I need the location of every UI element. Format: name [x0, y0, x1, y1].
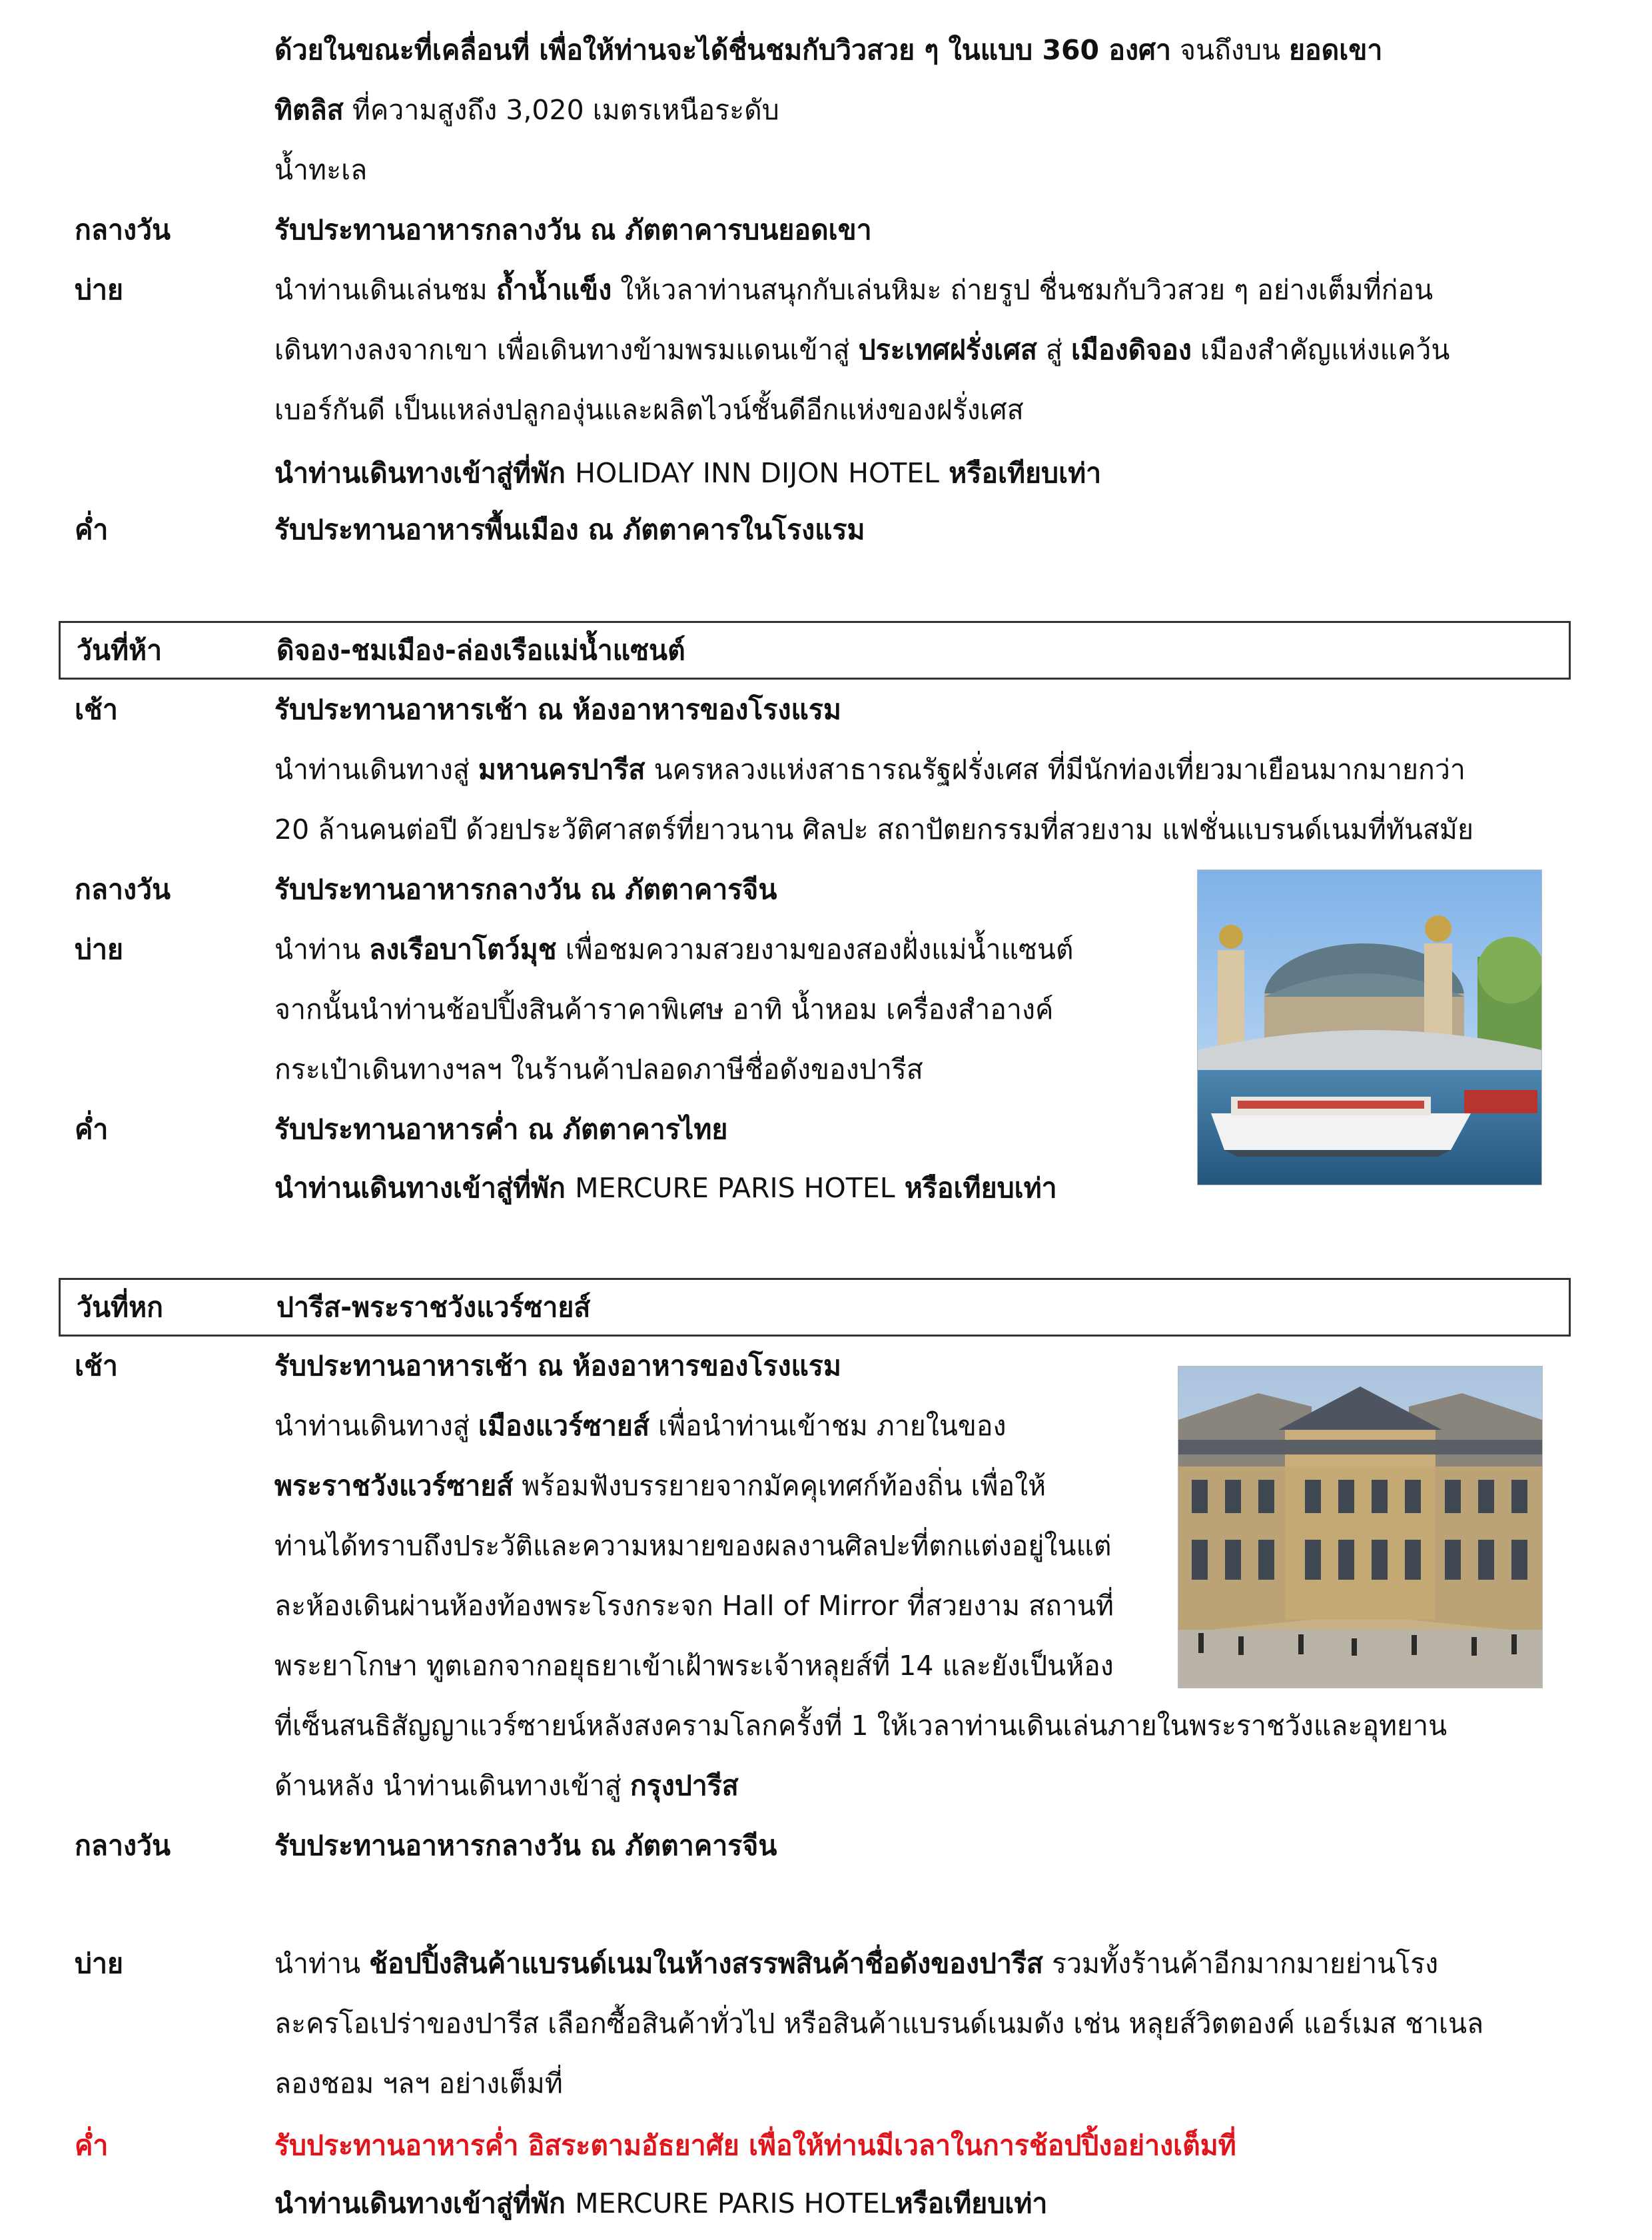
bold-text: ประเทศฝรั่งเศส [858, 334, 1037, 366]
time-label: เช้า [75, 1350, 118, 1382]
paragraph-line: น้ำทะเล [274, 154, 368, 186]
paragraph-line [274, 2173, 1047, 2233]
seine-boat-photo [1197, 869, 1542, 1185]
paragraph-line [274, 919, 1074, 979]
time-label: ค่ำ [75, 514, 109, 546]
plain-text: เมืองสำคัญแห่งแคว้น [1191, 334, 1450, 366]
bold-text: ถ้ำน้ำแข็ง [496, 274, 612, 306]
bold-text: หรือเทียบเท่า [939, 457, 1102, 489]
schedule-row-lunch [0, 1816, 1652, 1876]
schedule-row-morning [0, 680, 1652, 740]
meal-text: รับประทานอาหารค่ำ อิสระตามอัธยาศัย เพื่อให้ท่านมีเวลาในการช้อปปิ้งอย่างเต็มที่ [274, 2129, 1236, 2161]
plain-text: รวมทั้งร้านค้าอีกมากมายย่านโรง [1042, 1948, 1439, 1979]
paragraph-line: พระยาโกษา ทูตเอกจากอยุธยาเข้าเฝ้าพระเจ้าหลุยส์ที่ 14 และยังเป็นห้อง [274, 1650, 1114, 1682]
palace-illustration [1178, 1367, 1542, 1688]
schedule-row-afternoon [0, 1934, 1652, 1993]
day-title: ปารีส-พระราชวังแวร์ซายส์ [276, 1291, 591, 1323]
time-label: ค่ำ [75, 2129, 109, 2161]
paragraph-line: ท่านได้ทราบถึงประวัติและความหมายของผลงานศิลปะที่ตกแต่งอยู่ในแต่ [274, 1530, 1112, 1562]
text-line [0, 320, 1652, 380]
plain-text: ที่ความสูงถึง 3,020 เมตรเหนือระดับ [343, 94, 779, 126]
day-header-box [59, 1278, 1571, 1337]
paragraph-line [274, 260, 1433, 320]
paragraph-line: ที่เซ็นสนธิสัญญาแวร์ซายน์หลังสงครามโลกครั้งที่ 1 ให้เวลาท่านเดินเล่นภายในพระราชวังและอุทยาน [274, 1710, 1447, 1742]
bold-text: นำท่านเดินทางเข้าสู่ที่พัก [274, 457, 576, 489]
hotel-name: MERCURE PARIS HOTEL [575, 1172, 895, 1204]
paragraph-line [274, 740, 1465, 800]
paragraph-line: จากนั้นนำท่านช้อปปิ้งสินค้าราคาพิเศษ อาทิ น้ำหอม เครื่องสำอางค์ [274, 993, 1054, 1025]
time-label: ค่ำ [75, 1113, 109, 1145]
bold-text: ลงเรือบาโตว์มุช [369, 933, 557, 965]
paragraph-line: ละครโอเปร่าของปารีส เลือกซื้อสินค้าทั่วไป หรือสินค้าแบรนด์เนมดัง เช่น หลุยส์วิตตองค์ แอร์เมส ชาเนล [274, 2007, 1484, 2039]
plain-text: ให้เวลาท่านสนุกกับเล่นหิมะ ถ่ายรูป ชื่นชมกับวิวสวย ๆ อย่างเต็มที่ก่อน [612, 274, 1434, 306]
meal-text: รับประทานอาหารค่ำ ณ ภัตตาคารไทย [274, 1113, 728, 1145]
paragraph-line: กระเป๋าเดินทางฯลฯ ในร้านค้าปลอดภาษีชื่อดังของปารีส [274, 1053, 923, 1085]
plain-text: พร้อมฟังบรรยายจากมัคคุเทศก์ท้องถิ่น เพื่อให้ [513, 1470, 1046, 1502]
river-illustration [1198, 870, 1541, 1185]
day-label: วันที่ห้า [77, 634, 163, 666]
paragraph-line: 20 ล้านคนต่อปี ด้วยประวัติศาสตร์ที่ยาวนาน ศิลปะ สถาปัตยกรรมที่สวยงาม แฟชั่นแบรนด์เนมที่ทันสมัย [274, 814, 1473, 845]
time-label: กลางวัน [75, 1830, 171, 1862]
paragraph-line [274, 1756, 739, 1816]
hotel-name: HOLIDAY INN DIJON HOTEL [575, 457, 940, 489]
bold-text: พระราชวังแวร์ซายส์ [274, 1470, 514, 1502]
plain-text: เดินทางลงจากเขา เพื่อเดินทางข้ามพรมแดนเข้าสู่ [274, 334, 859, 366]
paragraph-line: ละห้องเดินผ่านห้องท้องพระโรงกระจก Hall of Mirror ที่สวยงาม สถานที่ [274, 1590, 1114, 1622]
plain-text: สู่ [1036, 334, 1071, 366]
day-title: ดิจอง-ชมเมือง-ล่องเรือแม่น้ำแซนต์ [276, 634, 685, 666]
schedule-row-afternoon [0, 260, 1652, 320]
paragraph-line [274, 320, 1449, 380]
text-line [0, 740, 1652, 800]
text-line [0, 1756, 1652, 1816]
text-line [0, 1696, 1652, 1756]
day-label: วันที่หก [77, 1291, 163, 1323]
bold-text: ยอดเขา [1289, 34, 1383, 66]
plain-text: เพื่อชมความสวยงามของสองฝั่งแม่น้ำแซนต์ [556, 933, 1074, 965]
paragraph-line [274, 1158, 1057, 1218]
plain-text: ด้านหลัง นำท่านเดินทางเข้าสู่ [274, 1770, 630, 1802]
bold-text: มหานครปารีส [478, 754, 645, 786]
paragraph-line [274, 1396, 1007, 1456]
text-line [0, 1993, 1652, 2053]
bold-text: เมืองแวร์ซายส์ [478, 1410, 649, 1442]
paragraph-line: ลองชอม ฯลฯ อย่างเต็มที่ [274, 2067, 563, 2099]
text-line [0, 80, 1652, 140]
schedule-row-dinner [0, 2115, 1652, 2175]
schedule-row-dinner [0, 500, 1652, 560]
paragraph-line [274, 1456, 1046, 1516]
plain-text: นำท่านเดินทางสู่ [274, 1410, 478, 1442]
text-line [0, 800, 1652, 859]
time-label: กลางวัน [75, 214, 171, 246]
hotel-line [0, 2173, 1652, 2233]
paragraph-line [274, 443, 1101, 503]
time-label: บ่าย [75, 274, 124, 306]
time-label: บ่าย [75, 1948, 124, 1979]
bold-text: ทิตลิส [274, 94, 344, 126]
day-header-box [59, 621, 1571, 680]
text-line [0, 20, 1652, 80]
time-label: เช้า [75, 694, 118, 726]
bold-text: หรือเทียบเท่า [895, 2187, 1048, 2219]
bold-text: หรือเทียบเท่า [895, 1172, 1057, 1204]
text-line [0, 2053, 1652, 2113]
text-line [0, 380, 1652, 440]
plain-text: จนถึงบน [1171, 34, 1290, 66]
text-line [0, 140, 1652, 200]
meal-text: รับประทานอาหารกลางวัน ณ ภัตตาคารบนยอดเขา [274, 214, 872, 246]
bold-text: นำท่านเดินทางเข้าสู่ที่พัก [274, 2187, 576, 2219]
plain-text: นำท่าน [274, 1948, 370, 1979]
hotel-line [0, 443, 1652, 503]
schedule-row-lunch [0, 200, 1652, 260]
meal-text: รับประทานอาหารกลางวัน ณ ภัตตาคารจีน [274, 873, 777, 905]
time-label: กลางวัน [75, 873, 171, 905]
paragraph-line [274, 1934, 1438, 1993]
bold-text: กรุงปารีส [629, 1770, 739, 1802]
meal-text: รับประทานอาหารเช้า ณ ห้องอาหารของโรงแรม [274, 1350, 841, 1382]
plain-text: นำท่านเดินเล่นชม [274, 274, 496, 306]
plain-text: นำท่าน [274, 933, 370, 965]
paragraph-line [274, 20, 1382, 80]
bold-text: ช้อปปิ้งสินค้าแบรนด์เนมในห้างสรรพสินค้าชื่อดังของปารีส [369, 1948, 1043, 1979]
meal-text: รับประทานอาหารกลางวัน ณ ภัตตาคารจีน [274, 1830, 777, 1862]
plain-text: นำท่านเดินทางสู่ [274, 754, 478, 786]
time-label: บ่าย [75, 933, 124, 965]
paragraph-line: เบอร์กันดี เป็นแหล่งปลูกองุ่นและผลิตไวน์ชั้นดีอีกแห่งของฝรั่งเศส [274, 394, 1024, 426]
meal-text: รับประทานอาหารพื้นเมือง ณ ภัตตาคารในโรงแรม [274, 514, 865, 546]
plain-text: นครหลวงแห่งสาธารณรัฐฝรั่งเศส ที่มีนักท่องเที่ยวมาเยือนมากมายกว่า [645, 754, 1465, 786]
paragraph-line [274, 80, 779, 140]
meal-text: รับประทานอาหารเช้า ณ ห้องอาหารของโรงแรม [274, 694, 841, 726]
hotel-name: MERCURE PARIS HOTEL [575, 2187, 895, 2219]
bold-text: เมืองดิจอง [1070, 334, 1192, 366]
bold-text: นำท่านเดินทางเข้าสู่ที่พัก [274, 1172, 576, 1204]
plain-text: เพื่อนำท่านเข้าชม ภายในของ [649, 1410, 1007, 1442]
versailles-photo [1178, 1366, 1543, 1688]
bold-text: ด้วยในขณะที่เคลื่อนที่ เพื่อให้ท่านจะได้ชื่นชมกับวิวสวย ๆ ในแบบ 360 องศา [274, 34, 1172, 66]
